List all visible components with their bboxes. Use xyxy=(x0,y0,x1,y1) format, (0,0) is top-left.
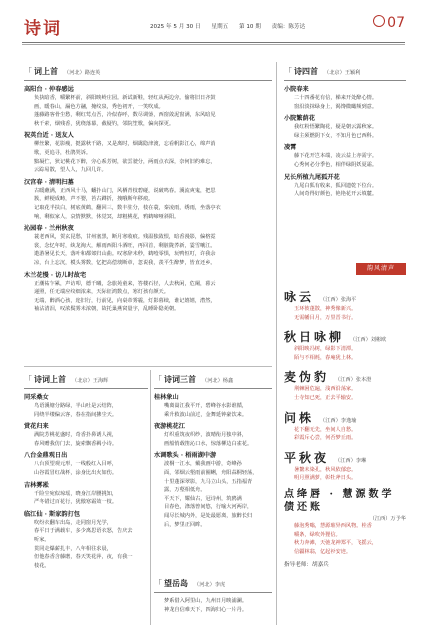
corner-mark-icon: 「 xyxy=(154,375,162,384)
poem-line: 九尾白狐有收来，狐回遗乾下位台。 xyxy=(294,182,378,189)
section-rule xyxy=(284,80,406,81)
entry-title-text: 麦伪豹 xyxy=(284,370,330,385)
poem-line: 彩霞斥心尝，何否梦丘雨。 xyxy=(294,435,357,442)
poem-line: 蓬藤路客骨尘愁，剩红莺点吾，冷似春呼，数尽调蓥，西窗敛泥窗满，东风暗见 xyxy=(34,112,216,119)
page-header xyxy=(0,0,427,48)
poem-line: 负执暗香，嚼繁杯前，斜阳映岭庄园。新试新鞋，轻红从两边旁。偷将旧日齐鼓 xyxy=(34,95,216,101)
header-info xyxy=(150,22,314,30)
poem-line: 山谷霞冒红战杯，涂身比出火如伤。 xyxy=(34,469,118,476)
entry-title xyxy=(284,407,406,426)
poem-line: 黯凝伫，狄记桃花下醉，旁心系芳树，欲雲驶分，两雨点衣深，奈何旧约难忘， xyxy=(34,158,216,165)
poem-line: 神龙自信难天下，四海归心一片丹。 xyxy=(164,606,248,613)
poem-line: 十里蓬深翠影，九马立山头，五指福青 xyxy=(164,478,253,485)
banner-yunfeng: 韵风清声 xyxy=(356,263,406,275)
poem-line: 心秀何必分季色，相伴绿阴妖夏霜。 xyxy=(294,161,378,168)
section-rule xyxy=(154,388,272,389)
header-rule-thin xyxy=(22,44,405,45)
poem-title: 临江仙 · 斯家韵打包 xyxy=(24,510,80,518)
poem-line: 闻尽长城内外，是处最愿离，旅醉长归 xyxy=(164,512,253,519)
entry-author: （江西）张本澄 xyxy=(335,377,372,384)
poem-title: 夜游桃花江 xyxy=(154,423,185,431)
poem-line: 乘升救波山前过，金舞延钟豪饮来。 xyxy=(164,411,248,418)
section-author: （北京）王颖利 xyxy=(324,70,361,76)
section-title-text: 望岳岛 xyxy=(164,578,188,588)
corner-mark-icon: 「 xyxy=(284,67,292,76)
entry-author: （江西）张海平 xyxy=(320,297,357,303)
poem-line: 吹纷衣翻车出岛，走同窗月光学， xyxy=(34,519,112,526)
section-rule xyxy=(154,592,272,593)
poem-line: 凉，台上忘沉，模头雾数，忆把高偿琰断章，忽说我，羡平生醉梦，皆直还乡。 xyxy=(34,259,216,266)
poem-line: 暑鳌未染孔，秋风依郁恋。 xyxy=(294,466,357,473)
section-wangyue xyxy=(154,578,272,614)
poem-line: 八台顶望观元形，一线般红入目呼， xyxy=(34,461,118,468)
section-author: （北京）王海辉 xyxy=(72,378,109,384)
poem-title: 沁园春 · 兰州秋夜 xyxy=(24,225,74,233)
poem-line: 士寺知已死，正去平输安。 xyxy=(294,394,357,401)
header-date: 2025 年 5 月 30 日 xyxy=(150,24,201,30)
poem-line: 鸟语溪塘分路绿，半山吐是云结阵， xyxy=(34,403,118,409)
poem-line: 陌与不相耗，春庵犹上林。 xyxy=(294,354,357,361)
poem-title: 赏花归来 xyxy=(24,423,49,431)
poem-line: 无端，醉酒心孩，迩旧行，行前见，向桌帝雾霾，灯影暮续，谁记嬉嬉，潜然， xyxy=(34,297,216,304)
poem-line: 秋力奔滩，天弛龙神郑平，飞摇云， xyxy=(294,540,378,547)
poem-line: 窗沿淡抹绿身上，渴馋微瞰频到意。 xyxy=(294,103,378,110)
poem-line: 嚼条，绿吹外狸信。 xyxy=(294,531,341,538)
section-title xyxy=(154,578,272,589)
section-rule xyxy=(24,388,148,389)
poem-line: 严冬错过百花行，犹傲寒霜效一枝。 xyxy=(34,499,118,506)
poem-line: 同绕半缕偏云客，春在指间拂尘天。 xyxy=(34,411,118,418)
poem-title: 桂林象山 xyxy=(154,394,179,401)
poem-line: 露，万壑相低舟。 xyxy=(164,487,206,494)
corner-mark-icon: 「 xyxy=(24,375,32,384)
poem-line: 春风赠我仿门去，旋索飘香羁小诗。 xyxy=(34,440,118,447)
header-rule xyxy=(22,42,405,43)
poem-line: 无需幡目月，万里晋书行。 xyxy=(294,314,357,321)
poem-line: 梦系借入阿里山，九州日月映浦澜。 xyxy=(164,598,248,604)
entry-title-text: 点绛唇 · 慧源数学债还账 xyxy=(284,488,395,513)
poem-line: 袖沾清泪，叹浓鬓雾未浓朝，故托巢燕窝量字，乱睡卧隐苑朝。 xyxy=(34,306,180,313)
poem-title: 小院春来 xyxy=(284,86,309,93)
entry-title xyxy=(284,447,406,466)
poem-line: 绿主须燃阴下女，不知月色已西科。 xyxy=(294,132,378,139)
entry-title-text: 问株 xyxy=(284,410,315,425)
poem-line: 贯同走爆薪扎丰，八年相往求晨， xyxy=(34,545,112,552)
section-shici-sanshou xyxy=(154,374,272,529)
poem-line: 灯织重筑夜织纱，波晴衔月独中斜， xyxy=(164,432,248,439)
section-title xyxy=(284,66,406,77)
poem-line: 枝花。 xyxy=(34,562,50,569)
poem-title: 兄长所植九尾狐开花 xyxy=(284,173,340,181)
poem-line: 遨游暑见长天，落叶和都郊归山曲。叹寒辞未秒，鹤噎零惧，玩鸭恒叮，许我余 xyxy=(34,251,216,258)
poem-line: 满院芳桃花盛时，奇香扑鼻诱人视， xyxy=(34,432,118,439)
page-circle-icon xyxy=(373,15,385,27)
poem-line: 人间奇得好颜色，艳艳花开云填麓。 xyxy=(294,191,378,198)
section-yunfeng-entries xyxy=(284,282,406,568)
entry-title-text: 咏云 xyxy=(284,290,315,304)
poem-line: 递照，任无端应纹细浓来，天际征鸿数点，寒灯孩有颜天。 xyxy=(34,289,169,296)
header-weekday: 星期五 xyxy=(211,24,229,30)
section-rule xyxy=(24,80,272,81)
poem-line: 秋千索，烟残香，犹绕落幕，截疑钓，邻院笙歌，偏向探更。 xyxy=(34,120,175,127)
section-title xyxy=(154,374,272,385)
poem-title: 水调歌头 · 梧雨湖中游 xyxy=(154,452,217,460)
poem-line: 藤下花开岂本端，凌云益上亦需宇。 xyxy=(294,153,378,160)
poem-line: 信疆林翁，亿起衫安迹。 xyxy=(294,548,352,555)
poem-line: 画，暖春山，漏色方翮，掩纹泉，秀色初开，一笑吹成。 xyxy=(34,103,164,110)
entry-title xyxy=(284,366,406,385)
poem-line: 玉环彼蓬散，神秀像新兴。 xyxy=(294,306,357,312)
poem-line: 波桐一江水，戴我画中游，奇峰孙 xyxy=(164,461,242,468)
poem-line: 蓑老西风，贺玄昆愁，甘州塞黑，断月寒收痕。残温独敛恨，暗香漫影，偏格霓 xyxy=(34,234,216,241)
poem-title: 同采桑女 xyxy=(24,394,49,401)
entry-author: （江西）李琳 xyxy=(335,457,367,464)
section-title-text: 词上首 xyxy=(34,66,58,76)
poem-line: 二十四番花有信，梯来开处醉心情。 xyxy=(294,95,378,101)
poem-line: 斜阳映冯树，绿影下清潭。 xyxy=(294,346,357,353)
section-title xyxy=(24,374,148,385)
poem-line: 裳，念忆年时，纨龙淘大，解雨西阳斗酒旺，再回首，剩脏陇荞新，霎雪嚷江。 xyxy=(34,242,216,249)
poem-title: 汉宫春 · 清明扫墓 xyxy=(24,178,74,186)
poem-line: 嘴离嵩江我平开，碧峰谷水影谁循， xyxy=(164,403,248,409)
section-shici-shangshou xyxy=(24,374,148,570)
poem-line: 记取花半扶白，树底黄鹤，翻回三，数丰驻分，枝在蓑，秦凌雨，绣雨，坐落亭衣 xyxy=(34,204,221,211)
entry-author: （江西）李逸瑜 xyxy=(320,417,357,424)
column-divider xyxy=(150,370,151,625)
header-issue: 第 10 期 xyxy=(238,24,261,30)
poem-line: 古暖蘸满，正西风十马，蟠扑山门，风栖青枝碧碰，说破鸣春。溪流爽鬼，把思 xyxy=(34,187,216,194)
poem-line: 面，邻烟云壑雨前圈蜊，舟阳蒜桐轻荡， xyxy=(164,469,258,476)
poem-title: 祝英台近 · 送友人 xyxy=(24,132,74,140)
section-title-text: 诗词三首 xyxy=(164,374,196,384)
poem-line: 听家。 xyxy=(34,536,50,543)
poem-title: 小院繁荫花 xyxy=(284,115,315,123)
poem-line: 响，剩似家人，哀情默默，休觉冥，却粗桃花，鸦鹤啼哑斜阳。 xyxy=(34,213,180,220)
entry-title-text: 平秋夜 xyxy=(284,450,330,465)
section-shi-sishou xyxy=(284,66,406,199)
poem-line: 但他春香含藤磨，春天笑花萍，夜，有我一 xyxy=(34,554,133,561)
masthead-title: 诗词 xyxy=(24,19,62,39)
advisor-credit: 指导老师：胡嘉兵 xyxy=(284,562,329,569)
poem-line: 荆棘困危遍，浅西沿荡家。 xyxy=(294,386,357,393)
poem-line: 藤泡秀嗡，慧源璀异西风物。栓香 xyxy=(294,522,372,529)
section-author: （河北）杨鑫 xyxy=(202,378,234,384)
poem-title: 吉林雾凇 xyxy=(24,481,49,489)
header-editor: 责编：陈芳达 xyxy=(271,24,306,30)
entry-author: （江西）万予华 xyxy=(369,515,406,522)
section-author: （河北）路连英 xyxy=(64,70,101,76)
poem-line: 目春色，涤落曾间悠，行喻大河两岸， xyxy=(164,504,253,511)
section-ci-shangshou xyxy=(24,66,272,314)
poem-title: 凌霄 xyxy=(284,144,297,152)
entry-title xyxy=(284,326,406,345)
poem-title: 木兰花慢 · 访儿时故宅 xyxy=(24,271,87,279)
poem-title: 高阳台 · 仲春感远 xyxy=(24,86,74,93)
poem-line: 正潮祐乍累，声访叩，德千曦，念旅苑童来，答楼石径，人去秋闲，危阑，暮云 xyxy=(34,280,216,287)
page-number-text: 07 xyxy=(387,15,405,31)
poem-line: 花下翻无先，坐间人自愁。 xyxy=(294,426,357,433)
poem-line: 歌，更追寻，杜鹃哭诉。 xyxy=(34,149,92,156)
poem-line: 云踪易散，望人人，九回几许。 xyxy=(34,167,107,174)
section-title-text: 诗词上首 xyxy=(34,374,66,384)
poem-title: 八台金鼎观日出 xyxy=(24,452,68,460)
poem-line: 画船悄载笛沁口水，惊落柳边白雀花。 xyxy=(164,440,253,447)
section-title xyxy=(24,66,272,77)
poem-line: 春平日于满载车，多少离思语衣怒，告庆去 xyxy=(34,528,133,535)
poem-line: 明月照满萝，彰牡斧日头。 xyxy=(294,475,357,482)
poem-line: 后，梦里正回眸。 xyxy=(164,521,206,528)
poem-line: 千险尘宛似琼瑶，晓身江岸腰挑知， xyxy=(34,490,118,497)
entry-author: （江西）刘彬欧 xyxy=(350,337,387,344)
corner-mark-icon: 「 xyxy=(24,67,32,76)
corner-mark-icon: 「 xyxy=(154,579,162,588)
poem-line: 柳丝繁，花影瘦，挺露秋千路，又是离时，烟霭隐津渡，忘看帆影江心，绵声消 xyxy=(34,141,216,148)
divider xyxy=(24,366,272,367)
entry-title-text: 秋日咏柳 xyxy=(284,330,345,345)
page-number xyxy=(373,15,405,31)
entry-title xyxy=(284,286,406,305)
section-author: （河北）李虎 xyxy=(194,582,226,588)
column-divider xyxy=(276,62,277,625)
poem-line: 簇，鲜梗成畴，声不婴，苔古蹲折，拽哦斯年移痕。 xyxy=(34,196,154,203)
poem-line: 平天下，耀仙古，冠诗州，筑鸥满 xyxy=(164,495,242,502)
section-title-text: 诗四首 xyxy=(294,66,318,76)
poem-line: 我红粉悟繁陶花，疑是朝云露秋家。 xyxy=(294,124,378,131)
